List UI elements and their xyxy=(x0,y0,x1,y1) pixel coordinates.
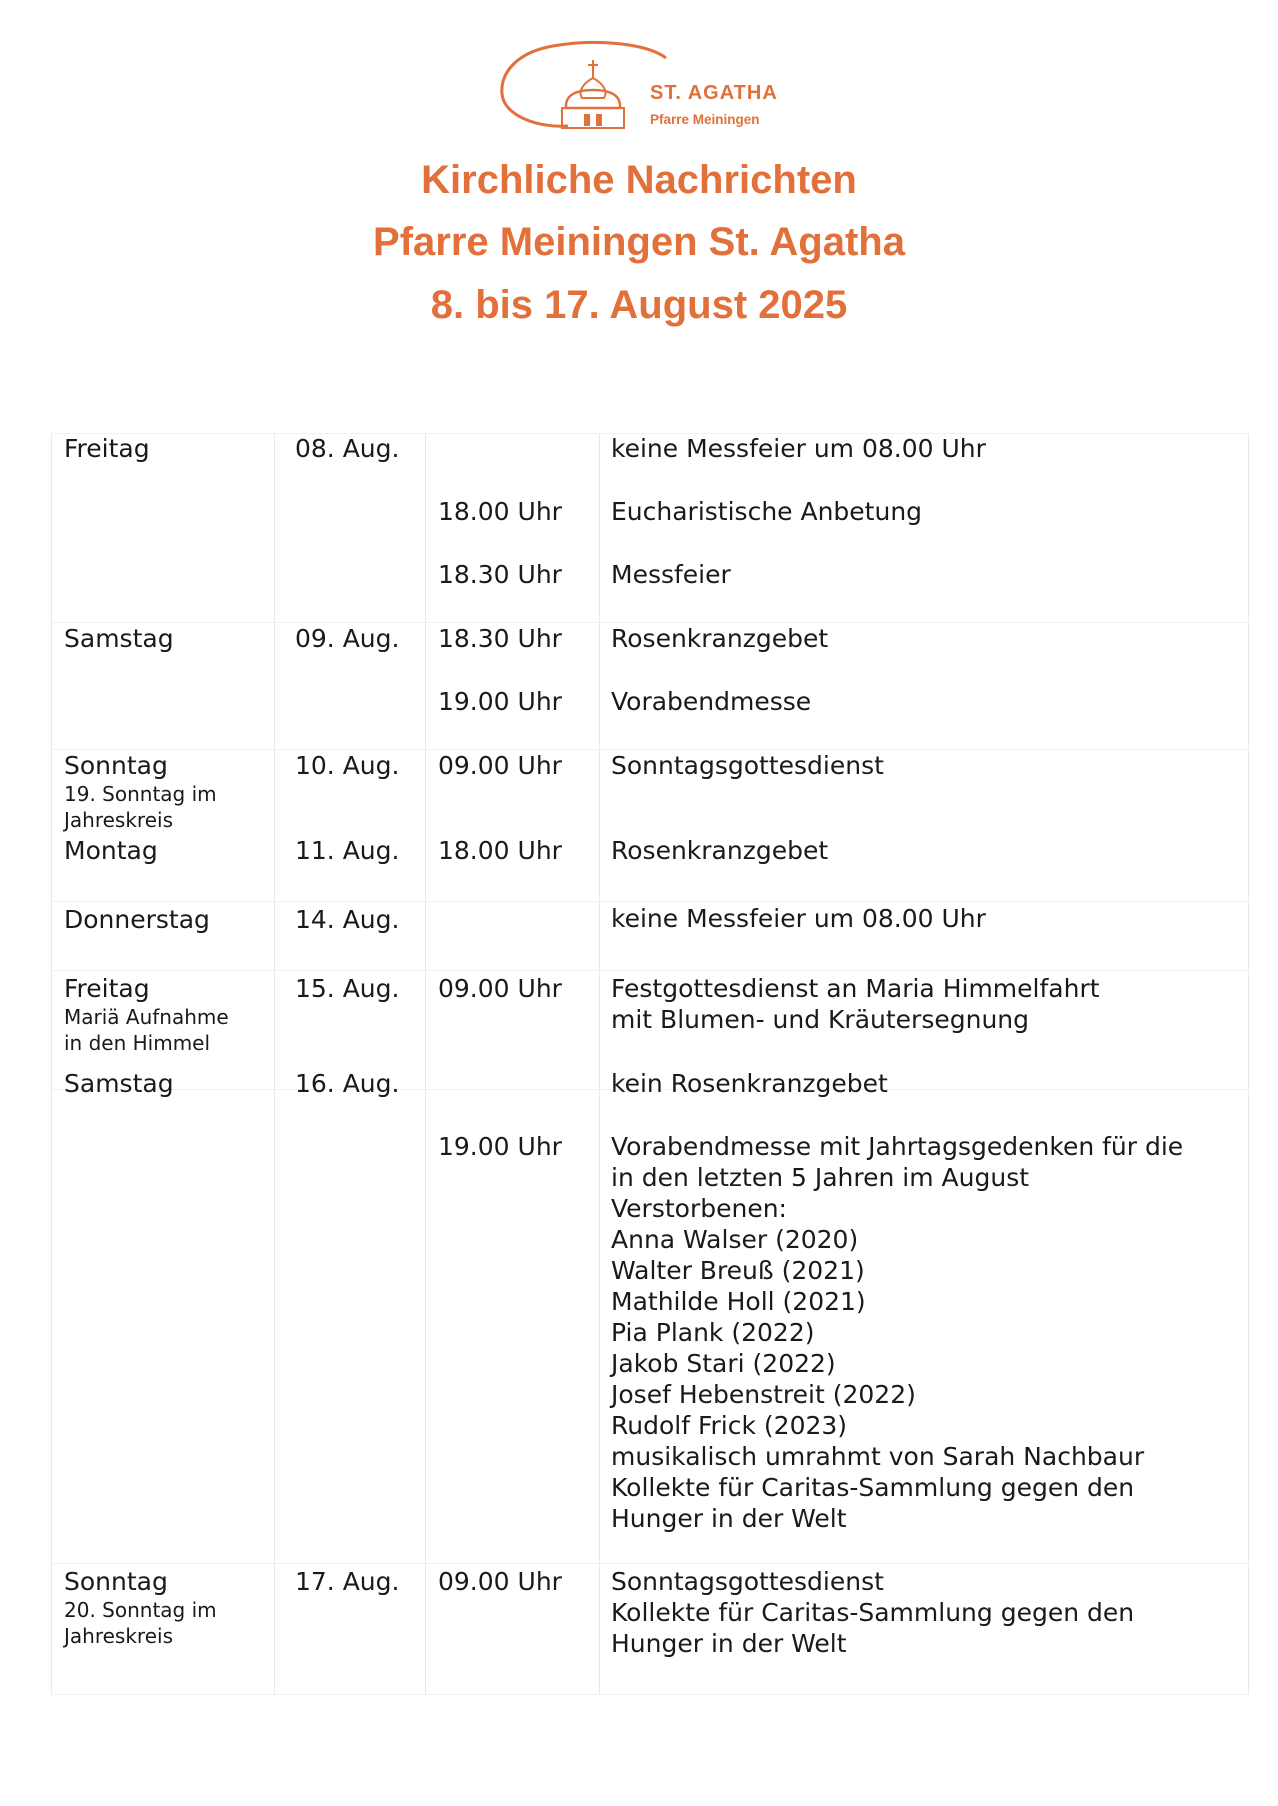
date-range: 8. bis 17. August 2025 xyxy=(430,283,848,327)
time-label: 19.00 Uhr xyxy=(438,1132,562,1161)
event-line: Jakob Stari (2022) xyxy=(611,1349,836,1378)
day-name: Freitag xyxy=(64,974,150,1003)
row-divider xyxy=(51,901,1249,902)
day-note: 19. Sonntag im xyxy=(64,782,217,806)
event-line: Sonntagsgottesdienst xyxy=(611,1567,884,1596)
date-label: 08. Aug. xyxy=(295,434,400,463)
event-text xyxy=(611,1131,1183,1534)
schedule-table xyxy=(51,433,1249,1695)
date-label: 11. Aug. xyxy=(295,836,400,865)
event-line: Walter Breuß (2021) xyxy=(611,1256,865,1285)
day-name: Sonntag xyxy=(64,751,168,780)
time-label: 09.00 Uhr xyxy=(438,751,562,780)
date-label: 16. Aug. xyxy=(295,1069,400,1098)
date-label: 17. Aug. xyxy=(295,1567,400,1596)
logo-subtitle: Pfarre Meiningen xyxy=(650,112,760,127)
event-line: Josef Hebenstreit (2022) xyxy=(611,1380,916,1409)
event-line: Verstorbenen: xyxy=(611,1194,787,1223)
event-text: Rosenkranzgebet xyxy=(611,836,829,865)
event-text: Vorabendmesse xyxy=(611,687,812,716)
time-label: 18.00 Uhr xyxy=(438,497,562,526)
parish-logo xyxy=(498,36,838,146)
parish-name: Pfarre Meiningen St. Agatha xyxy=(373,220,905,264)
event-text: Rosenkranzgebet xyxy=(611,624,829,653)
date-label: 15. Aug. xyxy=(295,974,400,1003)
event-line: Kollekte für Caritas-Sammlung gegen den xyxy=(611,1598,1135,1627)
day-label: Samstag xyxy=(64,624,174,653)
row-divider xyxy=(51,1694,1249,1695)
day-note: Jahreskreis xyxy=(64,808,173,832)
event-text xyxy=(611,973,1100,1035)
day-label: Samstag xyxy=(64,1069,174,1098)
event-line: mit Blumen- und Kräutersegnung xyxy=(611,1005,1030,1034)
page-title: Kirchliche Nachrichten xyxy=(421,158,857,202)
event-line: Festgottesdienst an Maria Himmelfahrt xyxy=(611,974,1100,1003)
logo-title: ST. AGATHA xyxy=(650,82,778,104)
event-text: keine Messfeier um 08.00 Uhr xyxy=(611,434,986,463)
day-label: Freitag xyxy=(64,434,150,463)
event-text xyxy=(611,1566,1134,1659)
day-label: Donnerstag xyxy=(64,905,210,934)
event-line: Mathilde Holl (2021) xyxy=(611,1287,866,1316)
time-label: 18.00 Uhr xyxy=(438,836,562,865)
date-label: 10. Aug. xyxy=(295,751,400,780)
time-label: 19.00 Uhr xyxy=(438,687,562,716)
day-label xyxy=(64,750,217,833)
day-note: in den Himmel xyxy=(64,1031,211,1055)
event-line: Vorabendmesse mit Jahrtagsgedenken für die xyxy=(611,1132,1184,1161)
day-note: Jahreskreis xyxy=(64,1624,173,1648)
time-label: 18.30 Uhr xyxy=(438,624,562,653)
event-line: Anna Walser (2020) xyxy=(611,1225,859,1254)
event-line: musikalisch umrahmt von Sarah Nachbaur xyxy=(611,1442,1145,1471)
day-note: 20. Sonntag im xyxy=(64,1598,217,1622)
row-divider xyxy=(51,970,1249,971)
event-text: Sonntagsgottesdienst xyxy=(611,751,884,780)
event-text: Messfeier xyxy=(611,560,731,589)
row-divider xyxy=(51,1563,1249,1564)
event-line: Kollekte für Caritas-Sammlung gegen den xyxy=(611,1473,1135,1502)
day-note: Mariä Aufnahme xyxy=(64,1005,229,1029)
time-label: 09.00 Uhr xyxy=(438,974,562,1003)
event-text: keine Messfeier um 08.00 Uhr xyxy=(611,904,986,933)
event-line: Hunger in der Welt xyxy=(611,1504,847,1533)
date-label: 14. Aug. xyxy=(295,905,400,934)
time-label: 18.30 Uhr xyxy=(438,560,562,589)
time-label: 09.00 Uhr xyxy=(438,1567,562,1596)
event-line: Pia Plank (2022) xyxy=(611,1318,815,1347)
event-line: Rudolf Frick (2023) xyxy=(611,1411,848,1440)
date-label: 09. Aug. xyxy=(295,624,400,653)
day-name: Sonntag xyxy=(64,1567,168,1596)
day-label: Montag xyxy=(64,836,158,865)
event-text: Eucharistische Anbetung xyxy=(611,497,923,526)
event-line: Hunger in der Welt xyxy=(611,1629,847,1658)
day-label xyxy=(64,1566,217,1649)
day-label xyxy=(64,973,229,1056)
event-line: in den letzten 5 Jahren im August xyxy=(611,1163,1030,1192)
event-text: kein Rosenkranzgebet xyxy=(611,1069,888,1098)
